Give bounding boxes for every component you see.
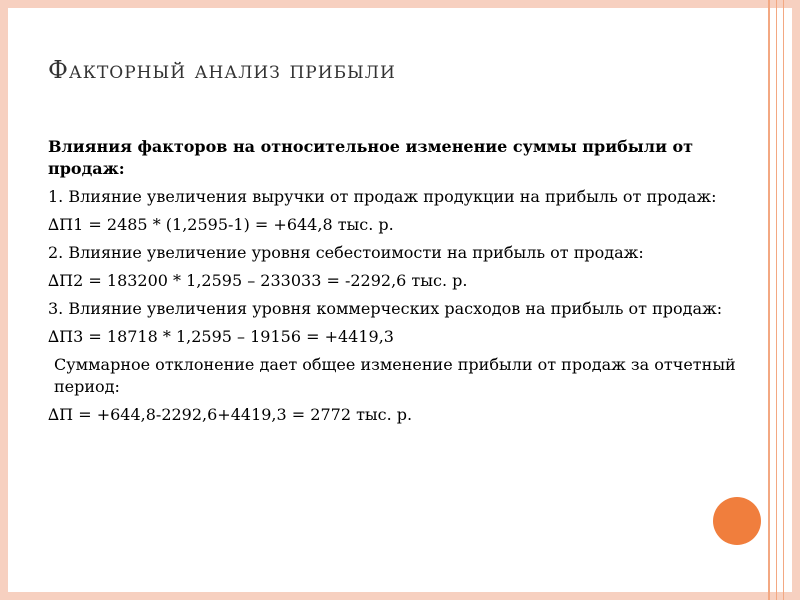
formula-line: ∆П3 = 18718 * 1,2595 – 19156 = +4419,3 [48, 327, 394, 346]
slide-body [48, 136, 748, 432]
slide-border-left [0, 0, 8, 600]
decorative-right-rule [776, 0, 777, 600]
body-paragraph: 2. Влияние увеличение уровня себестоимости на прибыль от продаж: [48, 243, 644, 262]
slide-border-top [0, 0, 800, 8]
decorative-right-rule [768, 0, 770, 600]
slide-border-right [792, 0, 800, 600]
decorative-right-rule [783, 0, 784, 600]
formula-line: ∆П2 = 183200 * 1,2595 – 233033 = -2292,6 тыс. р. [48, 271, 468, 290]
body-paragraph: 3. Влияние увеличения уровня коммерческих расходов на прибыль от продаж: [48, 299, 723, 318]
body-paragraph: Влияния факторов на относительное изменение суммы прибыли от продаж: [48, 137, 694, 178]
body-paragraph: Суммарное отклонение дает общее изменение прибыли от продаж за отчетный период: [54, 355, 736, 396]
decorative-dot-icon [713, 497, 761, 545]
formula-line: ∆П1 = 2485 * (1,2595-1) = +644,8 тыс. р. [48, 215, 394, 234]
formula-line: ∆П = +644,8-2292,6+4419,3 = 2772 тыс. р. [48, 405, 413, 424]
slide-title: Факторный анализ прибыли [48, 56, 396, 84]
body-paragraph: 1. Влияние увеличения выручки от продаж продукции на прибыль от продаж: [48, 187, 717, 206]
slide-border-bottom [0, 592, 800, 600]
